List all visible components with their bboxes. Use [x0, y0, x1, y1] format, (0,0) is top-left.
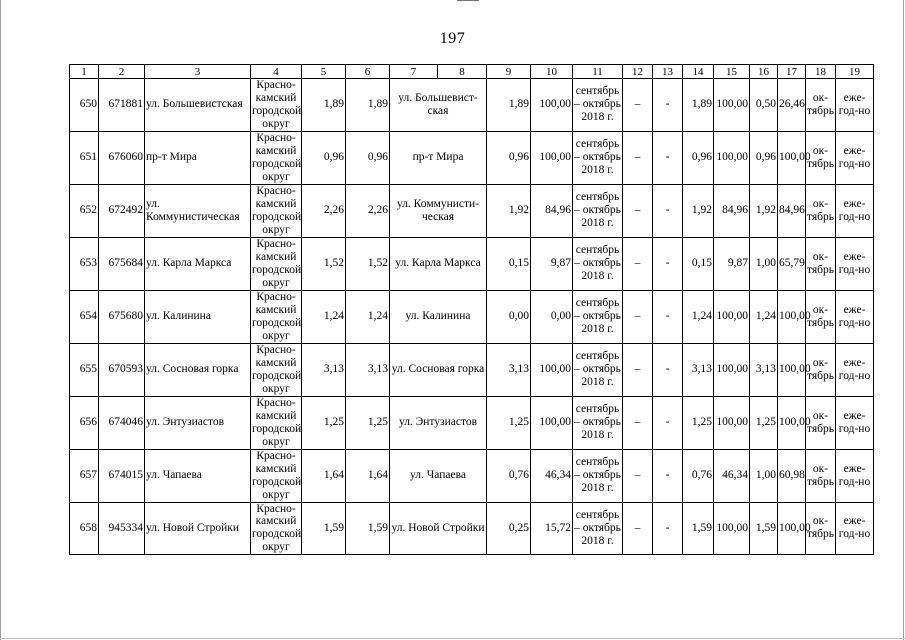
dash-cell: –: [623, 79, 653, 132]
district-cell: Красно-камский городской округ: [252, 237, 302, 289]
percent-cell: 100,00: [714, 290, 750, 343]
value-cell: 0,15: [487, 237, 531, 290]
value-cell: 0,96: [683, 131, 714, 184]
percent-cell: 100,00: [531, 396, 573, 449]
street-name-cell: ул. Сосновая горка: [145, 343, 251, 396]
column-header: 9: [487, 65, 531, 79]
street-name-cell: ул. Чапаева: [145, 449, 251, 502]
value-cell: 1,59: [346, 502, 390, 555]
section-name-cell: ул. Новой Стройки: [390, 502, 487, 555]
table-body: [70, 79, 874, 555]
percent-cell: 46,34: [531, 449, 573, 502]
percent-cell: 9,87: [714, 237, 750, 290]
row-number-cell: 654: [70, 290, 99, 343]
district-cell: Красно-камский городской округ: [252, 79, 302, 130]
table-row: [70, 290, 874, 343]
frequency-cell: еже-год-но: [836, 290, 874, 343]
district-cell: Красно-камский городской округ: [252, 290, 302, 342]
table-row: [70, 502, 874, 555]
section-name-cell: ул. Карла Маркса: [390, 237, 487, 290]
row-number-cell: 656: [70, 396, 99, 449]
frequency-cell: еже-год-но: [836, 396, 874, 449]
percent-cell: 0,00: [531, 290, 573, 343]
section-name-cell: ул. Коммунисти-ческая: [390, 184, 487, 237]
column-header: 3: [145, 65, 251, 79]
frequency-cell: еже-год-но: [836, 449, 874, 502]
percent-cell: 60,98: [778, 449, 806, 502]
dash-cell: -: [653, 449, 683, 502]
value-cell: 2,26: [302, 184, 346, 237]
value-cell: 1,59: [750, 502, 778, 555]
dash-cell: –: [623, 449, 653, 502]
dash-cell: –: [623, 396, 653, 449]
table-row: [70, 237, 874, 290]
period-cell: сентябрь – октябрь 2018 г.: [573, 343, 623, 396]
period-cell: сентябрь – октябрь 2018 г.: [573, 131, 623, 184]
percent-cell: 100,00: [714, 502, 750, 555]
district-cell: Красно-камский городской округ: [252, 396, 302, 448]
section-name-cell: ул. Энтузиастов: [390, 396, 487, 449]
dash-cell: -: [653, 237, 683, 290]
frequency-cell: еже-год-но: [836, 79, 874, 132]
road-code-cell: 674015: [99, 449, 145, 502]
row-number-cell: 655: [70, 343, 99, 396]
value-cell: 1,92: [683, 184, 714, 237]
column-header: 1: [70, 65, 99, 79]
period-cell: сентябрь – октябрь 2018 г.: [573, 237, 623, 290]
value-cell: 0,00: [487, 290, 531, 343]
dash-cell: -: [653, 184, 683, 237]
period-cell: сентябрь – октябрь 2018 г.: [573, 396, 623, 449]
frequency-cell: еже-год-но: [836, 131, 874, 184]
frequency-cell: еже-год-но: [836, 184, 874, 237]
dash-cell: -: [653, 502, 683, 555]
value-cell: 2,26: [346, 184, 390, 237]
value-cell: 1,25: [487, 396, 531, 449]
section-name-cell: ул. Калинина: [390, 290, 487, 343]
column-header: 5: [302, 65, 346, 79]
percent-cell: 65,79: [778, 237, 806, 290]
dash-cell: –: [623, 237, 653, 290]
table-row: [70, 343, 874, 396]
dash-cell: –: [623, 184, 653, 237]
percent-cell: 100,00: [714, 343, 750, 396]
dash-cell: -: [653, 131, 683, 184]
value-cell: 1,25: [683, 396, 714, 449]
period-cell: сентябрь – октябрь 2018 г.: [573, 449, 623, 502]
percent-cell: 100,00: [714, 79, 750, 132]
column-header: 19: [836, 65, 874, 79]
street-name-cell: пр-т Мира: [145, 131, 251, 184]
district-cell: Красно-камский городской округ: [252, 502, 302, 554]
value-cell: 1,52: [346, 237, 390, 290]
value-cell: 1,25: [750, 396, 778, 449]
period-cell: сентябрь – октябрь 2018 г.: [573, 290, 623, 343]
value-cell: 0,50: [750, 79, 778, 132]
column-number-row: [70, 65, 874, 79]
column-header: 12: [623, 65, 653, 79]
district-cell: Красно-камский городской округ: [252, 131, 302, 183]
month-cell: ок-тябрь: [806, 449, 836, 502]
month-cell: ок-тябрь: [806, 237, 836, 290]
value-cell: 1,89: [487, 79, 531, 132]
percent-cell: 100,00: [531, 343, 573, 396]
period-cell: сентябрь – октябрь 2018 г.: [573, 79, 623, 132]
column-header: 2: [99, 65, 145, 79]
percent-cell: 100,00: [531, 79, 573, 132]
column-header: 17: [778, 65, 806, 79]
month-cell: ок-тябрь: [806, 290, 836, 343]
column-header: 14: [683, 65, 714, 79]
value-cell: 1,24: [346, 290, 390, 343]
value-cell: 3,13: [346, 343, 390, 396]
value-cell: 1,00: [750, 237, 778, 290]
month-cell: ок-тябрь: [806, 184, 836, 237]
dash-cell: –: [623, 131, 653, 184]
page-edge-bottom: [0, 638, 905, 639]
column-header: 13: [653, 65, 683, 79]
column-header: 8: [438, 65, 487, 79]
table-row: [70, 79, 874, 132]
road-register-table: [69, 64, 874, 555]
value-cell: 1,89: [302, 79, 346, 132]
dash-cell: –: [623, 290, 653, 343]
value-cell: 1,59: [302, 502, 346, 555]
dash-cell: -: [653, 343, 683, 396]
road-code-cell: 945334: [99, 502, 145, 555]
dash-cell: -: [653, 79, 683, 132]
table-row: [70, 396, 874, 449]
dash-cell: -: [653, 290, 683, 343]
street-name-cell: ул. Карла Маркса: [145, 237, 251, 290]
page-edge-right: [903, 0, 904, 640]
month-cell: ок-тябрь: [806, 343, 836, 396]
value-cell: 1,92: [750, 184, 778, 237]
page-edge-left: [0, 0, 1, 640]
month-cell: ок-тябрь: [806, 79, 836, 132]
road-code-cell: 672492: [99, 184, 145, 237]
column-header: 6: [346, 65, 390, 79]
scan-mark: [457, 0, 479, 1]
page-number: 197: [439, 30, 466, 47]
dash-cell: –: [623, 502, 653, 555]
road-code-cell: 674046: [99, 396, 145, 449]
value-cell: 0,96: [302, 131, 346, 184]
percent-cell: 100,00: [714, 396, 750, 449]
percent-cell: 84,96: [531, 184, 573, 237]
value-cell: 1,64: [302, 449, 346, 502]
value-cell: 1,24: [683, 290, 714, 343]
row-number-cell: 658: [70, 502, 99, 555]
value-cell: 1,52: [302, 237, 346, 290]
district-cell: Красно-камский городской округ: [252, 343, 302, 395]
period-cell: сентябрь – октябрь 2018 г.: [573, 502, 623, 555]
percent-cell: 100,00: [778, 290, 806, 343]
row-number-cell: 651: [70, 131, 99, 184]
road-code-cell: 670593: [99, 343, 145, 396]
row-number-cell: 653: [70, 237, 99, 290]
section-name-cell: ул. Большевист-ская: [390, 79, 487, 132]
column-header: 16: [750, 65, 778, 79]
table-row: [70, 449, 874, 502]
value-cell: 1,89: [346, 79, 390, 132]
frequency-cell: еже-год-но: [836, 343, 874, 396]
road-code-cell: 671881: [99, 79, 145, 132]
value-cell: 1,92: [487, 184, 531, 237]
column-header: 10: [531, 65, 573, 79]
percent-cell: 26,46: [778, 79, 806, 132]
value-cell: 1,24: [302, 290, 346, 343]
month-cell: ок-тябрь: [806, 502, 836, 555]
percent-cell: 9,87: [531, 237, 573, 290]
district-cell: Красно-камский городской округ: [252, 184, 302, 236]
column-header: 15: [714, 65, 750, 79]
value-cell: 0,96: [750, 131, 778, 184]
value-cell: 1,59: [683, 502, 714, 555]
value-cell: 0,76: [683, 449, 714, 502]
value-cell: 3,13: [750, 343, 778, 396]
percent-cell: 100,00: [778, 502, 806, 555]
value-cell: 1,00: [750, 449, 778, 502]
value-cell: 1,25: [346, 396, 390, 449]
value-cell: 0,15: [683, 237, 714, 290]
row-number-cell: 650: [70, 79, 99, 132]
column-header: 18: [806, 65, 836, 79]
row-number-cell: 657: [70, 449, 99, 502]
road-code-cell: 676060: [99, 131, 145, 184]
value-cell: 3,13: [302, 343, 346, 396]
section-name-cell: ул. Сосновая горка: [390, 343, 487, 396]
street-name-cell: ул. Новой Стройки: [145, 502, 251, 555]
value-cell: 3,13: [487, 343, 531, 396]
dash-cell: –: [623, 343, 653, 396]
street-name-cell: ул. Калинина: [145, 290, 251, 343]
percent-cell: 46,34: [714, 449, 750, 502]
percent-cell: 100,00: [778, 131, 806, 184]
column-header: 7: [390, 65, 438, 79]
frequency-cell: еже-год-но: [836, 502, 874, 555]
district-cell: Красно-камский городской округ: [252, 449, 302, 501]
row-number-cell: 652: [70, 184, 99, 237]
table-row: [70, 131, 874, 184]
value-cell: 1,24: [750, 290, 778, 343]
percent-cell: 100,00: [531, 131, 573, 184]
value-cell: 1,64: [346, 449, 390, 502]
road-code-cell: 675680: [99, 290, 145, 343]
percent-cell: 100,00: [714, 131, 750, 184]
road-code-cell: 675684: [99, 237, 145, 290]
column-header: 11: [573, 65, 623, 79]
percent-cell: 84,96: [714, 184, 750, 237]
dash-cell: -: [653, 396, 683, 449]
percent-cell: 100,00: [778, 343, 806, 396]
street-name-cell: ул. Энтузиастов: [145, 396, 251, 449]
month-cell: ок-тябрь: [806, 131, 836, 184]
column-header: 4: [251, 65, 302, 79]
value-cell: 1,25: [302, 396, 346, 449]
frequency-cell: еже-год-но: [836, 237, 874, 290]
street-name-cell: ул. Коммунистическая: [145, 184, 251, 237]
period-cell: сентябрь – октябрь 2018 г.: [573, 184, 623, 237]
percent-cell: 100,00: [778, 396, 806, 449]
section-name-cell: пр-т Мира: [390, 131, 487, 184]
table-row: [70, 184, 874, 237]
value-cell: 1,89: [683, 79, 714, 132]
street-name-cell: ул. Большевистская: [145, 79, 251, 132]
section-name-cell: ул. Чапаева: [390, 449, 487, 502]
value-cell: 0,96: [346, 131, 390, 184]
month-cell: ок-тябрь: [806, 396, 836, 449]
percent-cell: 84,96: [778, 184, 806, 237]
value-cell: 3,13: [683, 343, 714, 396]
value-cell: 0,96: [487, 131, 531, 184]
value-cell: 0,25: [487, 502, 531, 555]
percent-cell: 15,72: [531, 502, 573, 555]
value-cell: 0,76: [487, 449, 531, 502]
